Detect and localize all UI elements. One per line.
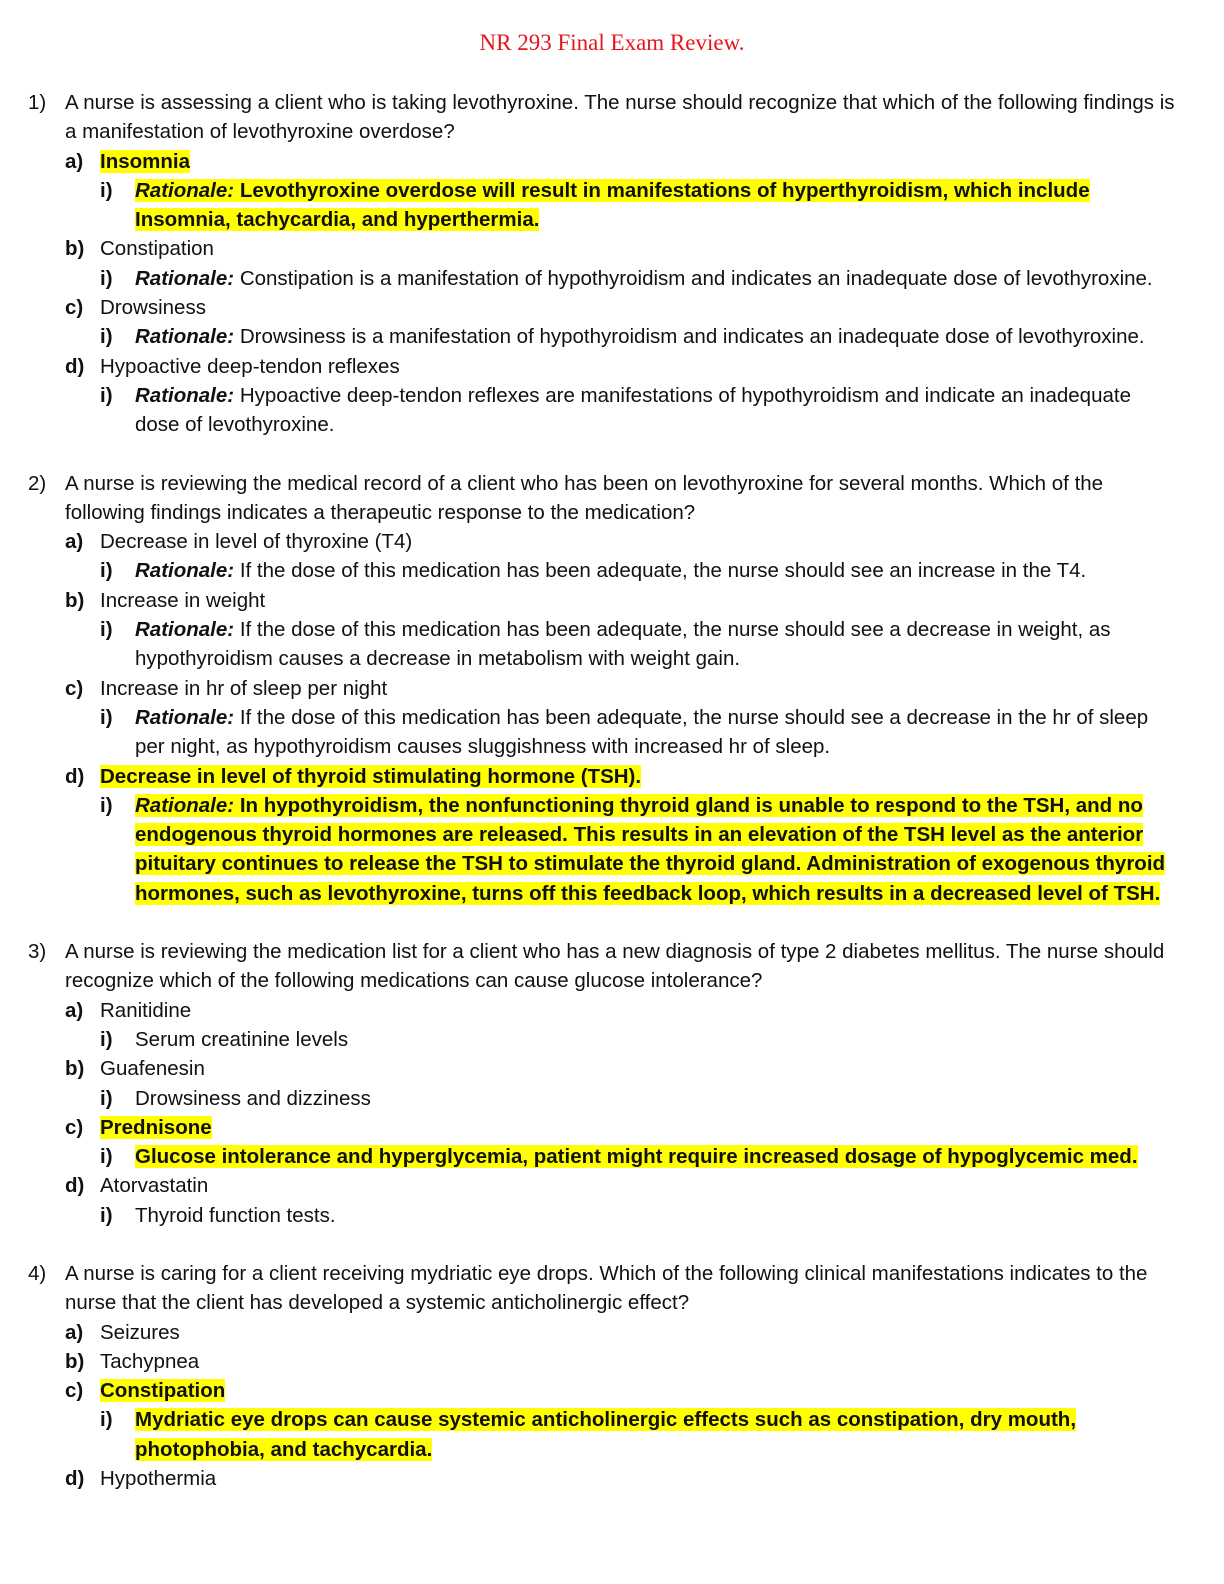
rationale-2c xyxy=(100,703,1178,762)
sub-label: i) xyxy=(100,559,113,583)
option-text: Increase in hr of sleep per night xyxy=(100,676,388,700)
option-1c xyxy=(65,293,1178,352)
option-letter: d) xyxy=(65,354,85,378)
option-text: Atorvastatin xyxy=(100,1174,209,1198)
rationale-text: Levothyroxine overdose will result in manifestations of hyperthyroidism, which include Insomnia, tachycardia, and hyperthermia. xyxy=(135,178,1090,232)
sub-label: i) xyxy=(100,793,113,817)
option-text: Constipation xyxy=(100,237,214,261)
sub-label: i) xyxy=(100,705,113,729)
question-2 xyxy=(28,469,1178,908)
option-4b xyxy=(65,1347,1178,1376)
question-text: A nurse is assessing a client who is taking levothyroxine. The nurse should recognize that which of the following findings is a manifestation of levothyroxine overdose? xyxy=(65,91,1175,144)
document-title: NR 293 Final Exam Review. xyxy=(479,30,745,55)
option-2c xyxy=(65,674,1178,762)
question-3 xyxy=(28,937,1178,1230)
question-number: 2) xyxy=(28,471,47,495)
rationale-text: In hypothyroidism, the nonfunctioning thyroid gland is unable to respond to the TSH, and no endogenous thyroid hormones are released. This results in an elevation of the TSH level as the anterior pituitary continues to release the TSH to stimulate the thyroid gland. Administration of exogenous thyroid hormones, such as levothyroxine, turns off this feedback loop, which results in a decreased level of TSH. xyxy=(135,793,1166,905)
rationale-label: Rationale: xyxy=(135,266,235,290)
note-3a xyxy=(100,1025,1178,1054)
option-letter: d) xyxy=(65,1467,85,1491)
option-1b xyxy=(65,234,1178,293)
option-3b xyxy=(65,1054,1178,1113)
sub-label: i) xyxy=(100,1027,113,1051)
option-4d xyxy=(65,1464,1178,1493)
question-number: 3) xyxy=(28,940,47,964)
rationale-text: Constipation is a manifestation of hypothyroidism and indicates an inadequate dose of levothyroxine. xyxy=(239,266,1153,290)
option-letter: b) xyxy=(65,588,85,612)
sub-label: i) xyxy=(100,266,113,290)
option-text-correct: Prednisone xyxy=(100,1115,212,1139)
sub-label: i) xyxy=(100,178,113,202)
option-letter: a) xyxy=(65,1320,84,1344)
rationale-2d xyxy=(100,791,1178,908)
rationale-2b xyxy=(100,615,1178,674)
rationale-1b xyxy=(100,264,1178,293)
option-text-correct: Decrease in level of thyroid stimulating hormone (TSH). xyxy=(100,764,642,788)
rationale-label: Rationale: xyxy=(135,383,235,407)
option-text: Tachypnea xyxy=(100,1349,200,1373)
note-text: Serum creatinine levels xyxy=(135,1027,349,1051)
rationale-1c xyxy=(100,322,1178,351)
option-text: Drowsiness xyxy=(100,296,206,320)
rationale-label: Rationale: xyxy=(135,618,235,642)
option-3a xyxy=(65,996,1178,1055)
question-text: A nurse is reviewing the medical record of a client who has been on levothyroxine for several months. Which of the following findings indicates a therapeutic response to the medication? xyxy=(65,471,1104,524)
question-text: A nurse is caring for a client receiving mydriatic eye drops. Which of the following clinical manifestations indicates to the nurse that the client has developed a systemic anticholinergic effect? xyxy=(65,1261,1148,1315)
option-letter: a) xyxy=(65,530,84,554)
rationale-1a xyxy=(100,176,1178,235)
rationale-label: Rationale: xyxy=(135,793,235,817)
rationale-1d xyxy=(100,381,1178,440)
question-list xyxy=(28,88,1178,1493)
question-text: A nurse is reviewing the medication list for a client who has a new diagnosis of type 2 diabetes mellitus. The nurse should recognize which of the following medications can cause glucose intolerance? xyxy=(65,940,1165,993)
note-text: Glucose intolerance and hyperglycemia, patient might require increased dosage of hypoglycemic med. xyxy=(135,1145,1138,1169)
option-text: Increase in weight xyxy=(100,588,266,612)
note-text: Drowsiness and dizziness xyxy=(135,1086,371,1110)
option-3c xyxy=(65,1113,1178,1172)
rationale-text: If the dose of this medication has been adequate, the nurse should see a decrease in the hr of sleep per night, as hypothyroidism causes sluggishness with increased hr of sleep. xyxy=(135,705,1149,759)
option-text: Hypothermia xyxy=(100,1467,217,1491)
option-letter: b) xyxy=(65,237,85,261)
rationale-text: If the dose of this medication has been adequate, the nurse should see a decrease in weight, as hypothyroidism causes a decrease in metabolism with weight gain. xyxy=(135,618,1111,671)
rationale-label: Rationale: xyxy=(135,705,235,729)
option-letter: c) xyxy=(65,676,84,700)
question-number: 1) xyxy=(28,91,47,114)
note-4c xyxy=(100,1405,1178,1464)
option-2b xyxy=(65,586,1178,674)
option-2a xyxy=(65,527,1178,586)
option-letter: a) xyxy=(65,149,84,173)
question-number: 4) xyxy=(28,1261,47,1285)
option-letter: c) xyxy=(65,1115,84,1139)
option-text: Guafenesin xyxy=(100,1057,205,1081)
option-3d xyxy=(65,1171,1178,1230)
sub-label: i) xyxy=(100,1086,113,1110)
option-letter: d) xyxy=(65,764,85,788)
rationale-text: If the dose of this medication has been adequate, the nurse should see an increase in the T4. xyxy=(239,559,1087,583)
note-3b xyxy=(100,1084,1178,1113)
option-text-correct: Constipation xyxy=(100,1379,226,1403)
question-1 xyxy=(28,88,1178,440)
option-text-correct: Insomnia xyxy=(100,149,190,173)
option-text: Seizures xyxy=(100,1320,180,1344)
option-4c xyxy=(65,1376,1178,1464)
option-text: Decrease in level of thyroxine (T4) xyxy=(100,530,413,554)
option-text: Ranitidine xyxy=(100,998,192,1022)
rationale-text: Drowsiness is a manifestation of hypothyroidism and indicates an inadequate dose of levothyroxine. xyxy=(239,325,1145,349)
option-1d xyxy=(65,352,1178,440)
rationale-label: Rationale: xyxy=(135,178,235,202)
option-letter: c) xyxy=(65,1379,84,1403)
sub-label: i) xyxy=(100,383,113,407)
option-4a xyxy=(65,1318,1178,1347)
rationale-text: Hypoactive deep-tendon reflexes are manifestations of hypothyroidism and indicate an inadequate dose of levothyroxine. xyxy=(135,383,1131,437)
note-3c xyxy=(100,1142,1178,1171)
note-3d xyxy=(100,1201,1178,1230)
option-1a xyxy=(65,147,1178,235)
option-letter: c) xyxy=(65,296,84,320)
option-letter: b) xyxy=(65,1057,85,1081)
note-text: Mydriatic eye drops can cause systemic anticholinergic effects such as constipation, dry mouth, photophobia, and tachycardia. xyxy=(135,1408,1077,1461)
sub-label: i) xyxy=(100,325,113,349)
sub-label: i) xyxy=(100,1408,113,1432)
sub-label: i) xyxy=(100,1145,113,1169)
rationale-label: Rationale: xyxy=(135,559,235,583)
sub-label: i) xyxy=(100,1203,113,1227)
option-text: Hypoactive deep-tendon reflexes xyxy=(100,354,400,378)
option-2d xyxy=(65,762,1178,908)
question-4 xyxy=(28,1259,1178,1493)
note-text: Thyroid function tests. xyxy=(135,1203,336,1227)
option-letter: d) xyxy=(65,1174,85,1198)
rationale-2a xyxy=(100,556,1178,585)
sub-label: i) xyxy=(100,618,113,642)
rationale-label: Rationale: xyxy=(135,325,235,349)
option-letter: a) xyxy=(65,998,84,1022)
option-letter: b) xyxy=(65,1349,85,1373)
